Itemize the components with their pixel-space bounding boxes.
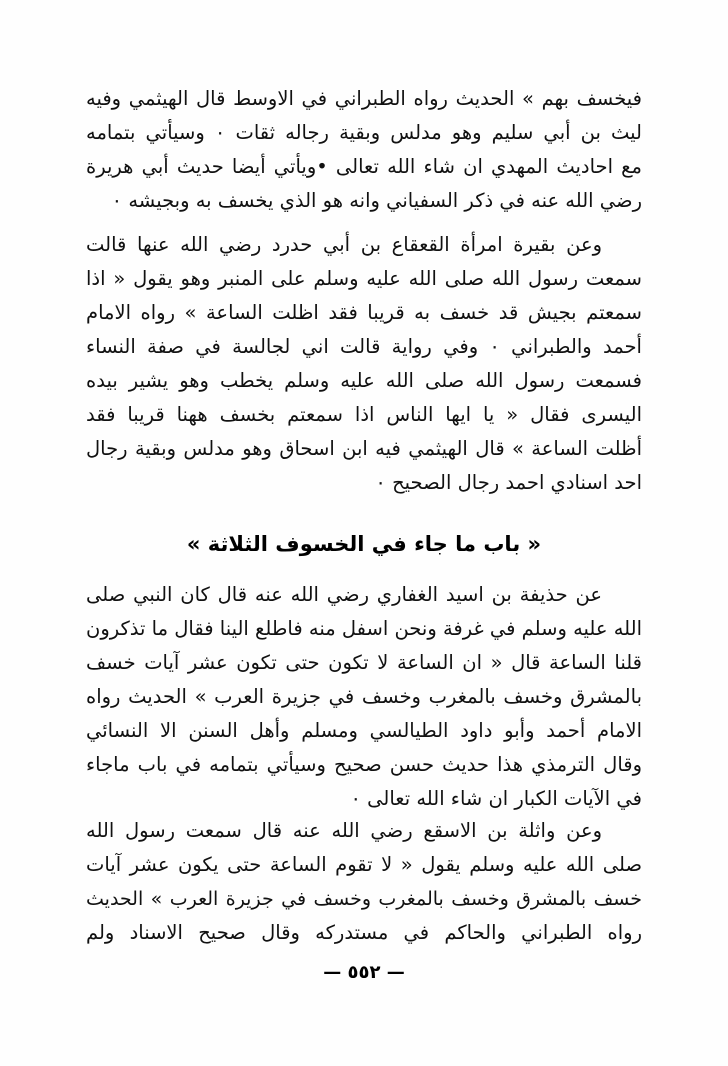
text-line: بالمشرق وخسف بالمغرب وخسف في جزيرة العرب » الحديث رواه [86, 685, 642, 708]
text-line: أحمد والطبراني ٠ وفي رواية قالت اني لجالسة في صفة النساء [86, 335, 642, 358]
section-heading: « باب ما جاء في الخسوف الثلاثة » [186, 532, 542, 556]
text-line: وعن واثلة بن الاسقع رضي الله عنه قال سمعت رسول الله [86, 819, 602, 842]
text-line: صلى الله عليه وسلم يقول « لا تقوم الساعة حتى يكون عشر آيات [86, 853, 642, 876]
page-number: — ٥٥٢ — [323, 962, 405, 983]
text-line: عن حذيفة بن اسيد الغفاري رضي الله عنه قال كان النبي صلى [86, 583, 602, 606]
text-line: مع احاديث المهدي ان شاء الله تعالى •ويأتي أيضا حديث أبي هريرة [86, 155, 642, 178]
paragraph-4 [86, 814, 642, 950]
text-line: ليث بن أبي سليم وهو مدلس وبقية رجاله ثقات ٠ وسيأتي بتمامه [86, 121, 642, 144]
text-line: الله عليه وسلم في غرفة ونحن اسفل منه فاطلع الينا فقال ما تذكرون [86, 617, 642, 640]
text-line: اليسرى فقال « يا ايها الناس اذا سمعتم بخسف ههنا قريبا فقد [86, 403, 642, 426]
text-line: فيخسف بهم » الحديث رواه الطبراني في الاوسط قال الهيثمي وفيه [86, 87, 642, 110]
text-line: احد اسنادي احمد رجال الصحيح ٠ [375, 471, 642, 494]
text-line: في الآيات الكبار ان شاء الله تعالى ٠ [350, 787, 642, 810]
text-line: فسمعت رسول الله صلى الله عليه وسلم يخطب وهو يشير بيده [86, 369, 642, 392]
text-line: سمعت رسول الله صلى الله عليه وسلم على المنبر وهو يقول « اذا [86, 267, 642, 290]
paragraph-2 [86, 228, 642, 500]
text-line: رواه الطبراني والحاكم في مستدركه وقال صحيح الاسناد ولم [86, 921, 642, 944]
text-line: رضي الله عنه في ذكر السفياني وانه هو الذي يخسف به وبجيشه ٠ [111, 189, 642, 212]
paragraph-3 [86, 578, 642, 816]
text-line: أظلت الساعة » قال الهيثمي فيه ابن اسحاق وهو مدلس وبقية رجال [86, 437, 642, 460]
paragraph-1 [86, 82, 642, 218]
text-line: الامام أحمد وأبو داود الطيالسي ومسلم وأهل السنن الا النسائي [86, 719, 642, 742]
text-line: قلنا الساعة قال « ان الساعة لا تكون حتى تكون عشر آيات خسف [86, 651, 642, 674]
text-line: خسف بالمشرق وخسف بالمغرب وخسف في جزيرة العرب » الحديث [86, 888, 642, 910]
text-line: سمعتم بجيش قد خسف به قريبا فقد اظلت الساعة » رواه الامام [86, 301, 642, 324]
text-line: وقال الترمذي هذا حديث حسن صحيح وسيأتي بتمامه في باب ماجاء [86, 753, 642, 776]
text-line: وعن بقيرة امرأة القعقاع بن أبي حدرد رضي الله عنها قالت [86, 233, 602, 256]
